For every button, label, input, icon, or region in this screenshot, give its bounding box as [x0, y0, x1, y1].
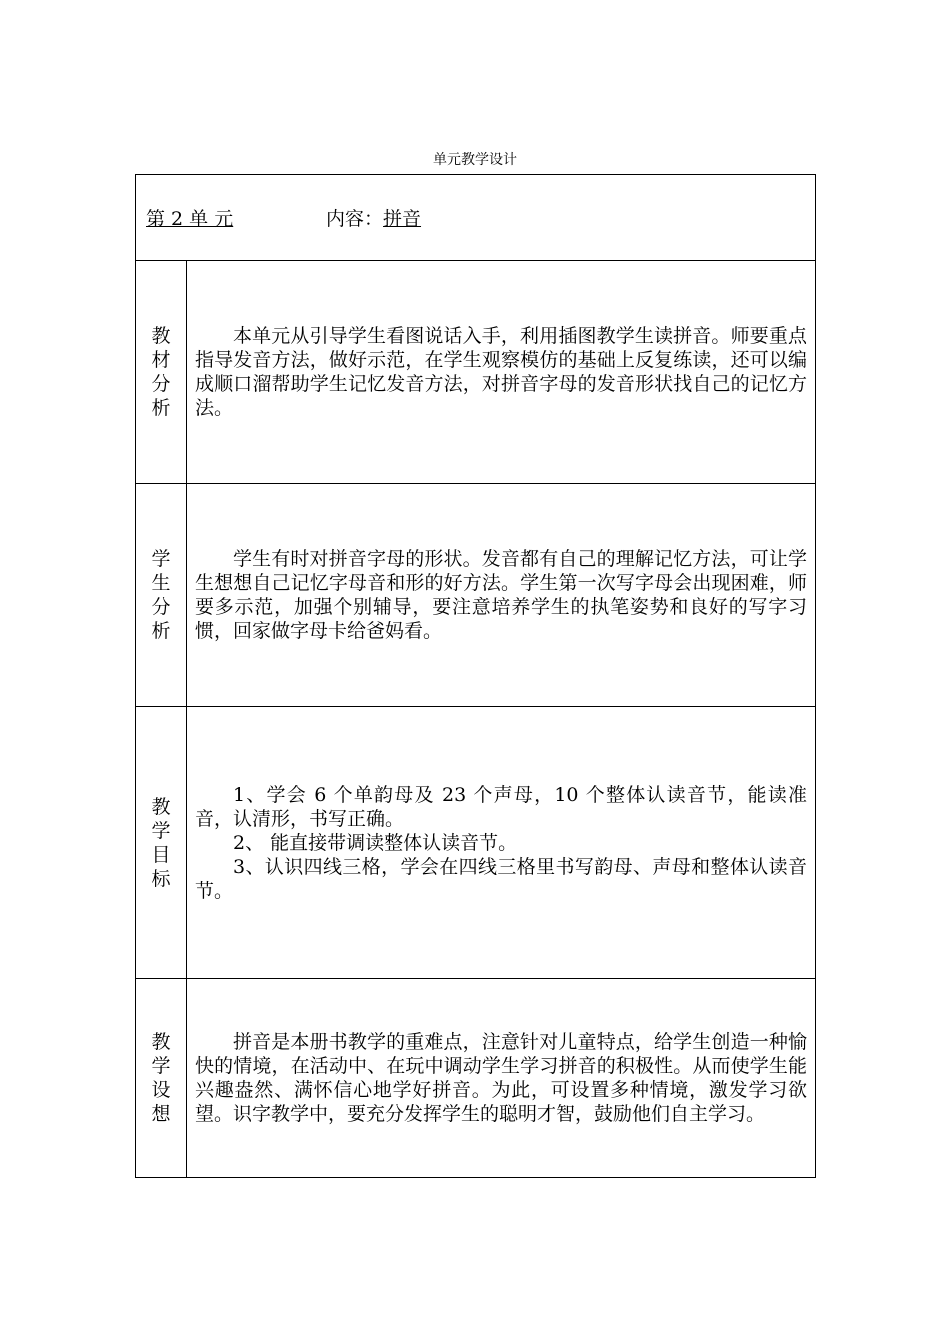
section-body-teaching-goals — [187, 707, 816, 979]
section-body-teaching-ideas — [187, 979, 816, 1178]
content-value: 拼音 — [383, 208, 422, 230]
section-row-teaching-goals — [136, 707, 816, 979]
goal-item: 2、 能直接带调读整体认读音节。 — [233, 831, 518, 854]
section-body-student-analysis — [187, 484, 816, 707]
section-label-teaching-goals: 教 学 目 标 — [136, 707, 187, 979]
unit-plan-table — [135, 174, 816, 1178]
paragraph: 学生有时对拼音字母的形状。发音都有自己的理解记忆方法，可让学生想想自己记忆字母音和形的好方法。学生第一次写字母会出现困难，师要多示范，加强个别辅导，要注意培养学生的执笔姿势和良好的写字习惯，回家做字母卡给爸妈看。 — [195, 548, 807, 642]
unit-header-cell — [136, 175, 816, 261]
goal-item: 3、认识四线三格，学会在四线三格里书写韵母、声母和整体认读音节。 — [195, 855, 807, 902]
paragraph: 本单元从引导学生看图说话入手，利用插图教学生读拼音。师要重点指导发音方法，做好示范，在学生观察模仿的基础上反复练读，还可以编成顺口溜帮助学生记忆发音方法，对拼音字母的发音形状找自己的记忆方法。 — [195, 325, 807, 419]
section-row-student-analysis — [136, 484, 816, 707]
section-row-teaching-ideas — [136, 979, 816, 1178]
section-row-textbook-analysis — [136, 261, 816, 484]
document-title: 单元教学设计 — [433, 152, 517, 168]
unit-number: 第 2 单 元 — [146, 208, 234, 230]
section-label-student-analysis: 学 生 分 析 — [136, 484, 187, 707]
header-row — [136, 175, 816, 261]
section-label-teaching-ideas: 教 学 设 想 — [136, 979, 187, 1178]
section-body-textbook-analysis — [187, 261, 816, 484]
section-label-textbook-analysis: 教 材 分 析 — [136, 261, 187, 484]
content-label: 内容： — [326, 208, 384, 230]
paragraph: 拼音是本册书教学的重难点，注意针对儿童特点，给学生创造一种愉快的情境，在活动中、在玩中调动学生学习拼音的积极性。从而使学生能兴趣盎然、满怀信心地学好拼音。为此，可设置多种情境，激发学习欲望。识字教学中，要充分发挥学生的聪明才智，鼓励他们自主学习。 — [195, 1031, 807, 1125]
goal-item: 1、学会 6 个单韵母及 23 个声母，10 个整体认读音节，能读准音，认清形，书写正确。 — [195, 783, 807, 830]
